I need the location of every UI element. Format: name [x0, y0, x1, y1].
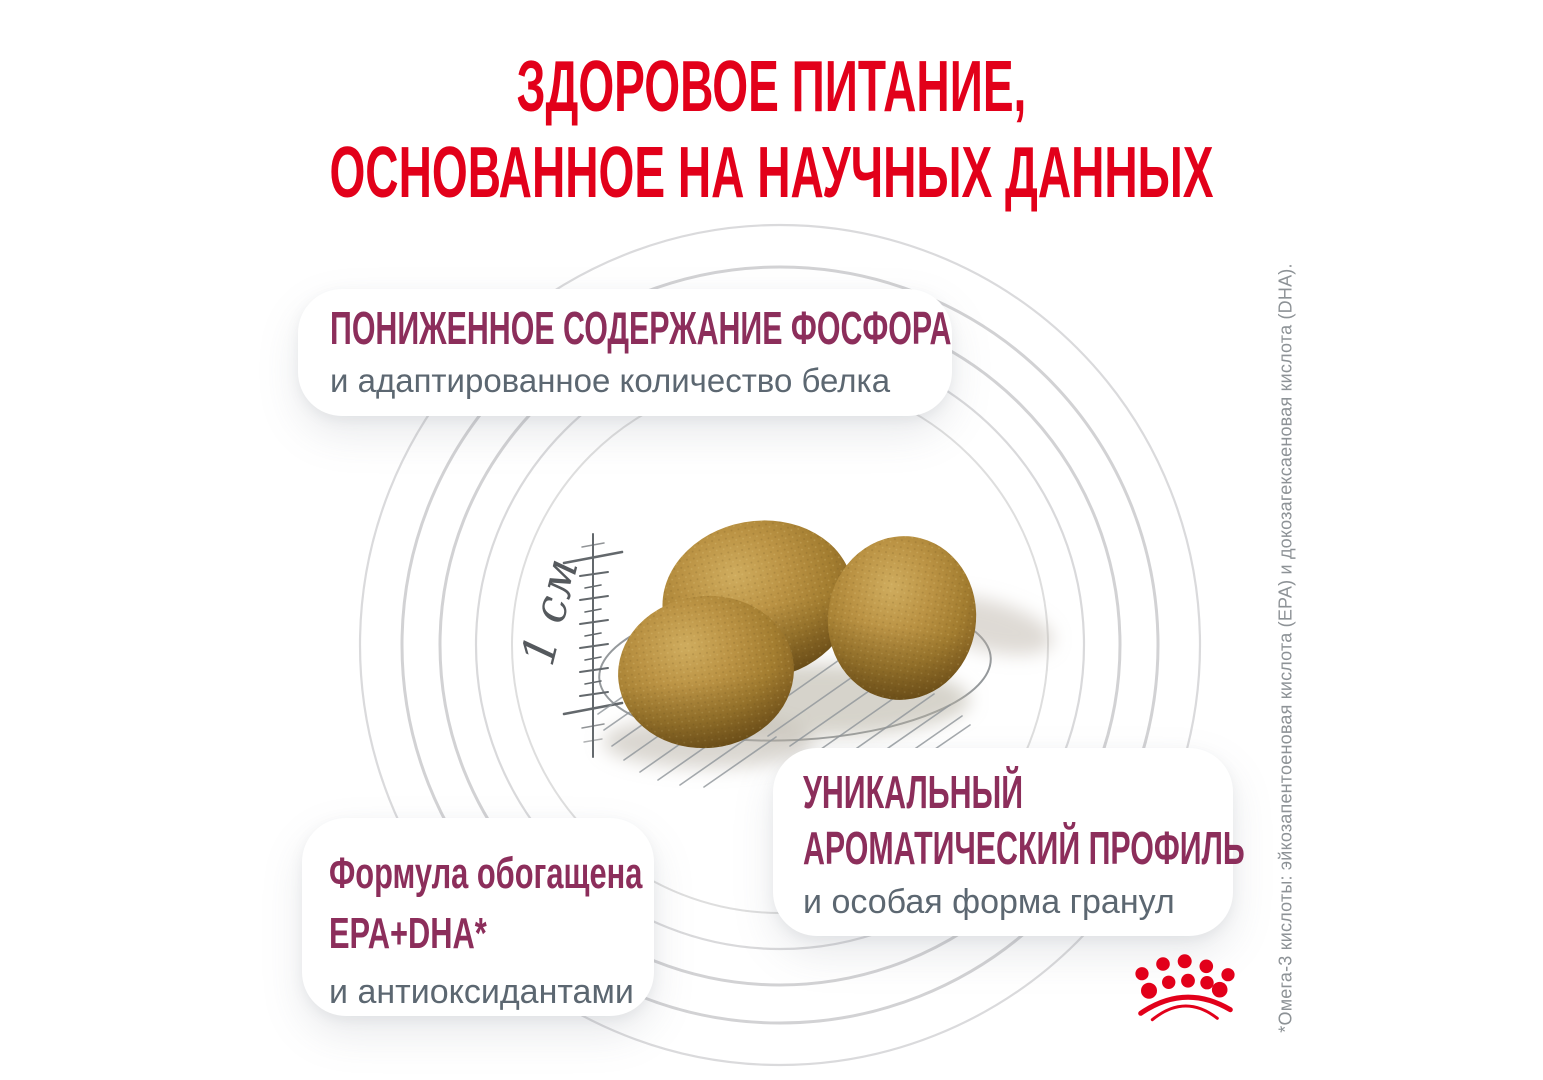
card-phosphorus	[298, 289, 952, 416]
card-aroma-heading-line-2: АРОМАТИЧЕСКИЙ ПРОФИЛЬ	[803, 822, 1245, 874]
footnote: *Омега-3 кислоты: эйкозапентоеновая кислота (EPA) и докозагексаеновая кислота (DHA).	[1275, 263, 1296, 1033]
royal-canin-crown-icon	[1123, 948, 1258, 1033]
card-formula	[302, 818, 654, 1016]
page-title-line-2: ОСНОВАННОЕ НА НАУЧНЫХ ДАННЫХ	[329, 133, 1214, 213]
card-phosphorus-subtext: и адаптированное количество белка	[330, 362, 891, 399]
card-aroma-subtext: и особая форма гранул	[803, 883, 1175, 921]
card-formula-heading-line-1: Формула обогащена	[329, 849, 643, 898]
card-formula-heading-line-2: EPA+DHA*	[329, 909, 487, 958]
page-title-line-1: ЗДОРОВОЕ ПИТАНИЕ,	[516, 47, 1027, 127]
page-title	[0, 44, 1543, 216]
card-aroma-heading-line-1: УНИКАЛЬНЫЙ	[803, 766, 1024, 818]
scale-label: 1 см	[510, 553, 589, 671]
card-phosphorus-heading: ПОНИЖЕННОЕ СОДЕРЖАНИЕ ФОСФОРА	[330, 302, 952, 354]
card-aroma	[773, 748, 1245, 936]
card-formula-subtext: и антиоксидантами	[329, 973, 634, 1011]
